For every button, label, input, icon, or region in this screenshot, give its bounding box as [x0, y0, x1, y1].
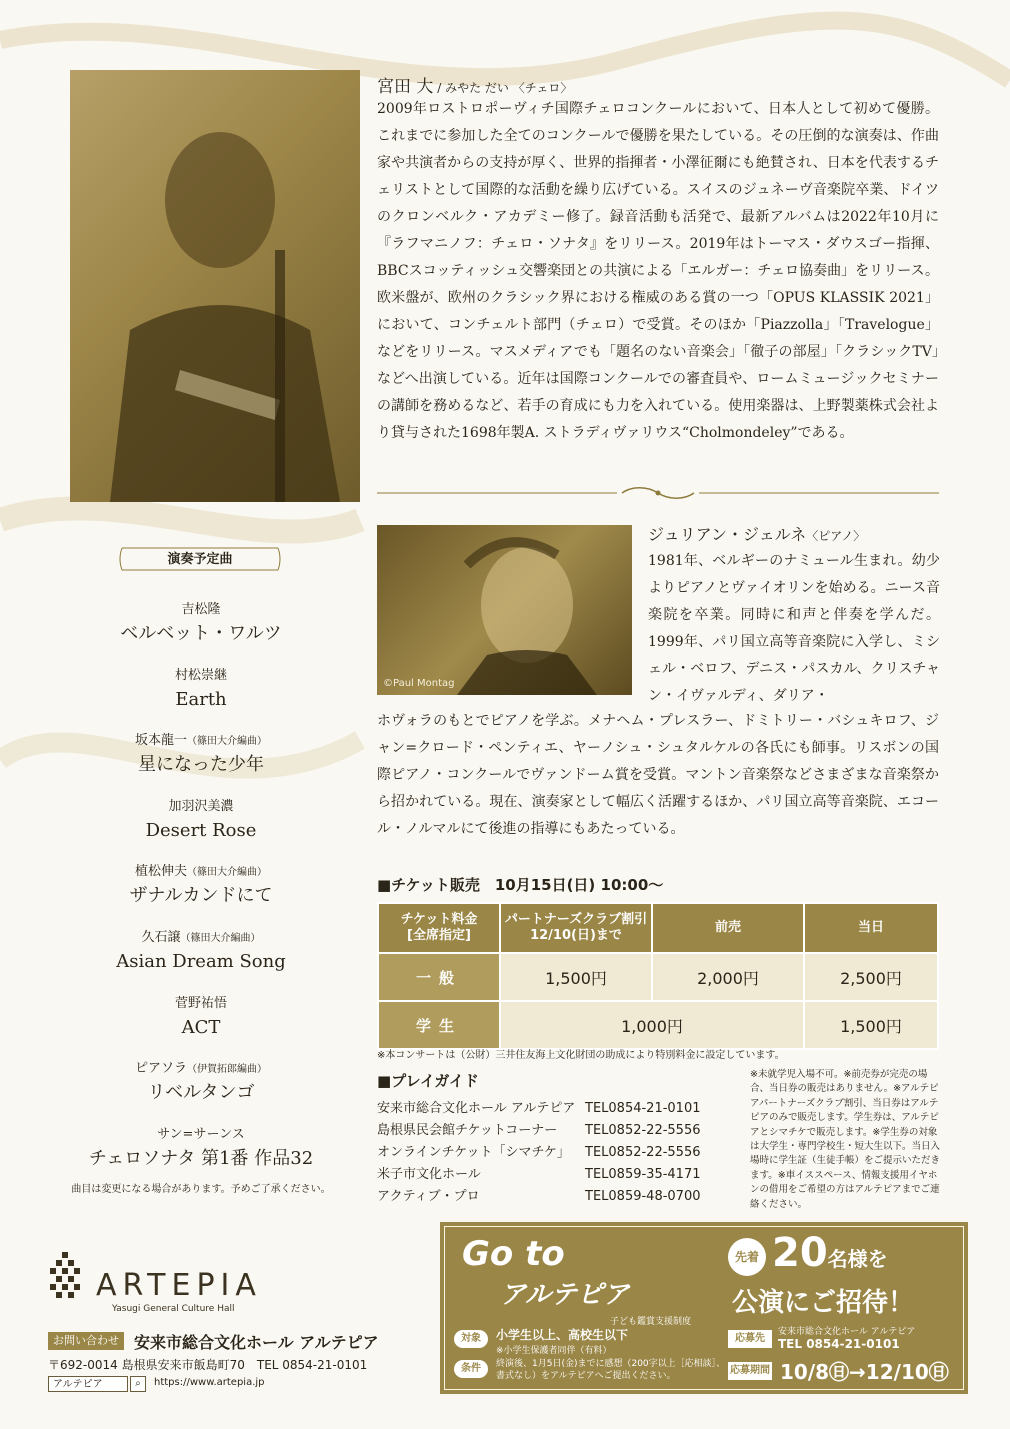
cellist-photo [70, 70, 360, 502]
campaign-title-artepia: アルテピア [500, 1280, 629, 1310]
program-heading: 演奏予定曲 [167, 552, 233, 567]
website-url[interactable]: https://www.artepia.jp [154, 1377, 265, 1388]
pianist-photo [377, 525, 632, 695]
playguide-side-note: ※未就学児入場不可。※前売券が完売の場合、当日券の販売はありません。※アルテピアパートナーズクラブ割引、当日券はアルテピアのみで販売します。学生券は、アルテピアとシマチケで販売します。※学生券の対象は大学生・専門学校生・短大生以下。当日入場時に学生証（生徒手帳）をご提示いただきます。※車イススペース、情報支援用イヤホンの借用をご希望の方はアルテピアまでご連絡ください。 [750, 1069, 941, 1210]
program-composer: 吉松隆 [181, 602, 221, 617]
program-item [70, 797, 332, 863]
performer1-heading [377, 72, 572, 97]
playguide-item: 島根県民会館チケットコーナー TEL0852-22-5556 [377, 1123, 701, 1138]
ticket-student-advance: 1,000円 [500, 1001, 804, 1049]
ticket-row-student: 学生 [378, 1001, 500, 1049]
ticket-header-advance: 前売 [652, 903, 804, 953]
performer1-kana: / みやた だい 〈チェロ〉 [433, 81, 573, 95]
photo-credit: ©Paul Montag [383, 678, 455, 689]
campaign-condition-label: 条件 [454, 1360, 488, 1378]
ticket-header-partners: パートナーズクラブ割引 12/10(日)まで [500, 903, 652, 953]
inquiry-name: 安来市総合文化ホール アルテピア [134, 1333, 379, 1352]
ticket-general-partners: 1,500円 [500, 953, 652, 1001]
ticket-note: ※本コンサートは（公財）三井住友海上文化財団の助成により特別料金に設定しています。 [377, 1050, 785, 1061]
campaign-period-label: 応募期間 [728, 1362, 772, 1380]
campaign-subtitle: 子ども鑑賞支援制度 [610, 1317, 692, 1327]
program-composer: サン=サーンス [157, 1126, 245, 1142]
campaign-count: 20名様を [772, 1230, 888, 1276]
ornament-divider [377, 486, 939, 500]
program-item [70, 666, 332, 732]
program-piece: Earth [175, 688, 227, 710]
performer2-kana: 〈ピアノ〉 [806, 529, 866, 543]
performer1-bio: 2009年ロストロポーヴィチ国際チェロコンクールにおいて、日本人として初めて優勝。これまでに参加した全てのコンクールで優勝を果たしている。その圧倒的な演奏は、作曲家や共演者からの支持が厚く、世界的指揮者・小澤征爾にも絶賛され、日本を代表するチェリストとして国際的な活動を繰り広げている。スイスのジュネーヴ音楽院卒業、ドイツのクロンベルク・アカデミー修了。録音活動も活発で、最新アルバムは2022年10月に『ラフマニノフ：チェロ・ソナタ』をリリース。2019年はトーマス・ダウスゴー指揮、BBCスコッティッシュ交響楽団との共演による「エルガー：チェロ協奏曲」をリリース。欧米盤が、欧州のクラシック界における権威のある賞の一つ「OPUS KLASSIK 2021」において、コンチェルト部門（チェロ）で受賞。そのほか「Piazzolla」「Travelogue」などをリリース。マスメディアでも「題名のない音楽会」「徹子の部屋」「クラシックTV」などへ出演している。近年は国際コンクールでの審査員や、ロームミュージックセミナーの講師を務めるなど、若手の育成にも力を入れている。使用楽器は、上野製薬株式会社より貸与された1698年製A. ストラディヴァリウス“Cholmondeley”である。 [377, 101, 939, 441]
program-piece: ザナルカンドにて [129, 885, 273, 907]
pianist-silhouette [377, 525, 632, 695]
ticket-header-door: 当日 [804, 903, 938, 953]
program-item [70, 1059, 332, 1125]
program-composer: ピアソラ（伊賀拓郎編曲） [134, 1061, 267, 1077]
performer1-name: 宮田 大 [377, 77, 434, 97]
playguide-title: ■プレイガイド [377, 1072, 479, 1090]
campaign-target: 小学生以上、高校生以下 ※小学生保護者同伴（有料） [496, 1328, 629, 1356]
playguide-item: オンラインチケット「シマチケ」 TEL0852-22-5556 [377, 1145, 701, 1160]
program-piece: ACT [181, 1016, 221, 1038]
performer2-bio-part2: ホヴォラのもとでピアノを学ぶ。メナヘム・プレスラー、ドミトリー・バシュキロフ、ジャン=クロード・ペンティエ、ヤーノシュ・シュタルケルの各氏にも師事。リスボンの国際ピアノ・コンクールでヴァンドーム賞を受賞。マントン音楽祭などさまざまな音楽祭から招かれている。現在、演奏家として幅広く活躍するほか、パリ国立高等音楽院、エコール・ノルマルにて後進の指導にもあたっている。 [377, 713, 939, 837]
go-to-artepia-campaign [440, 1222, 968, 1394]
performer2-heading [648, 522, 865, 545]
program-composer: 村松崇継 [174, 667, 227, 683]
ticket-price-table [377, 902, 939, 1050]
first-come-badge: 先着 [728, 1238, 766, 1276]
artepia-logo-subtitle: Yasugi General Culture Hall [112, 1304, 235, 1314]
program-item [70, 994, 332, 1060]
search-input[interactable]: アルテピア [48, 1376, 128, 1392]
program-item [70, 731, 332, 797]
ticket-sale-title: ■チケット販売 10月15日(日) 10:00～ [377, 876, 664, 894]
playguide-list [377, 1098, 737, 1208]
program-composer: 菅野祐悟 [174, 995, 227, 1011]
inquiry-address: 〒692-0014 島根県安来市飯島町70 TEL 0854-21-0101 [48, 1358, 368, 1372]
program-item [70, 600, 332, 666]
campaign-title-goto: Go to [462, 1234, 565, 1274]
program-piece: Desert Rose [145, 819, 257, 841]
campaign-target-label: 対象 [454, 1330, 488, 1348]
ticket-student-door: 1,500円 [804, 1001, 938, 1049]
program-composer: 久石譲（篠田大介編曲） [141, 929, 261, 945]
search-icon[interactable]: ⌕ [130, 1376, 146, 1392]
playguide-item: 安来市総合文化ホール アルテピア TEL0854-21-0101 [377, 1101, 701, 1116]
campaign-dest-label: 応募先 [728, 1330, 772, 1348]
program-composer: 植松伸夫（篠田大介編曲） [134, 864, 267, 880]
cellist-silhouette [70, 70, 360, 502]
ticket-header-price: チケット料金 [全席指定] [378, 903, 500, 953]
campaign-destination: 安来市総合文化ホール アルテピア TEL 0854-21-0101 [778, 1327, 916, 1351]
ticket-general-advance: 2,000円 [652, 953, 804, 1001]
campaign-invite: 公演にご招待！ [732, 1288, 915, 1318]
program-piece: チェロソナタ 第1番 作品32 [88, 1147, 314, 1169]
performer2-name: ジュリアン・ジェルネ [648, 525, 807, 544]
ticket-row-general: 一般 [378, 953, 500, 1001]
campaign-period: 10/8㊐→12/10㊐ [780, 1360, 949, 1384]
program-composer: 坂本龍一（篠田大介編曲） [134, 733, 267, 749]
artepia-logo-icon [48, 1252, 84, 1302]
program-item [70, 862, 332, 928]
program-piece: Asian Dream Song [116, 950, 286, 972]
inquiry-label: お問い合わせ [48, 1332, 124, 1350]
artepia-logo-text: ARTEPIA [96, 1268, 262, 1303]
program-piece: リベルタンゴ [147, 1082, 255, 1104]
program-list [70, 600, 332, 1190]
program-item [70, 928, 332, 994]
ticket-general-door: 2,500円 [804, 953, 938, 1001]
playguide-item: アクティブ・プロ TEL0859-48-0700 [377, 1189, 701, 1204]
program-piece: ベルベット・ワルツ [120, 623, 282, 644]
performer2-bio-part1: 1981年、ベルギーのナミュール生まれ。幼少よりピアノとヴァイオリンを始める。ニース音楽院を卒業。同時に和声と伴奏を学んだ。1999年、パリ国立高等音楽院に入学し、ミシェル・ベロフ、デニス・パスカル、クリスチャン・イヴァルディ、ダリア・ [648, 553, 940, 704]
campaign-condition: 終演後、1月5日(金)までに感想（200字以上［応相談］、書式なし）をアルテピアへご提出ください。 [496, 1359, 726, 1381]
program-piece: 星になった少年 [138, 754, 264, 776]
playguide-item: 米子市文化ホール TEL0859-35-4171 [377, 1167, 701, 1182]
program-composer: 加羽沢美濃 [168, 798, 234, 814]
program-note: 曲目は変更になる場合があります。予めご了承ください。 [71, 1184, 331, 1195]
